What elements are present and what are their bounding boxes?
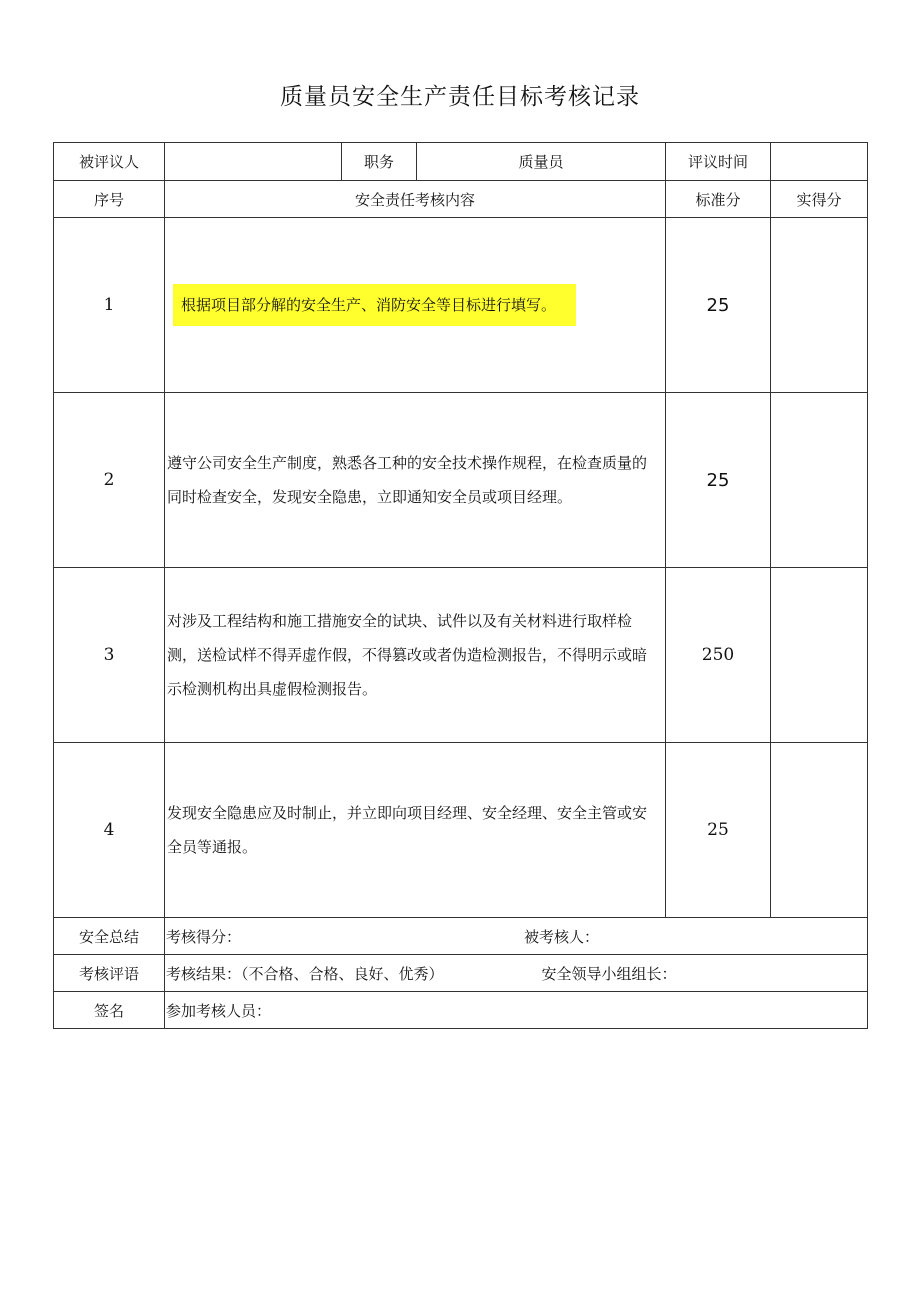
row-actual-score[interactable] [771,218,868,393]
participants-label: 参加考核人员： [166,1001,272,1020]
position-label: 职务 [342,143,417,181]
comment-cell[interactable] [165,955,868,992]
column-header-row [54,181,868,218]
table-row [54,743,868,918]
comment-label: 考核评语 [54,955,165,992]
col-standard-header: 标准分 [666,181,771,218]
row-seq: 3 [54,568,165,743]
evaluatee-field[interactable] [165,143,342,181]
row-seq: 1 [54,218,165,393]
leader-label: 安全领导小组组长： [541,964,677,983]
table-row [54,218,868,393]
participants-cell[interactable] [165,992,868,1029]
col-seq-header: 序号 [54,181,165,218]
eval-time-label: 评议时间 [666,143,771,181]
result-label: 考核结果：（不合格、合格、良好、优秀） [166,964,444,983]
header-row [54,143,868,181]
evaluatee-label: 被评议人 [54,143,165,181]
row-standard-score: 25 [666,218,771,393]
row-actual-score[interactable] [771,393,868,568]
row-content: 发现安全隐患应及时制止，并立即向项目经理、安全经理、安全主管或安全员等通报。 [165,743,666,918]
highlighted-text: 根据项目部分解的安全生产、消防安全等目标进行填写。 [173,284,576,326]
row-content [165,218,666,393]
row-content: 对涉及工程结构和施工措施安全的试块、试件以及有关材料进行取样检测，送检试样不得弄虚作假，不得篡改或者伪造检测报告，不得明示或暗示检测机构出具虚假检测报告。 [165,568,666,743]
row-standard-score: 25 [666,743,771,918]
table-row [54,568,868,743]
summary-cell[interactable] [165,918,868,955]
score-label: 考核得分： [166,927,242,946]
sign-row [54,992,868,1029]
assessment-table [53,142,868,1029]
examinee-label: 被考核人： [524,927,600,946]
eval-time-field[interactable] [771,143,868,181]
row-content: 遵守公司安全生产制度，熟悉各工种的安全技术操作规程，在检查质量的同时检查安全，发现安全隐患，立即通知安全员或项目经理。 [165,393,666,568]
sign-label: 签名 [54,992,165,1029]
col-content-header: 安全责任考核内容 [165,181,666,218]
row-seq: 4 [54,743,165,918]
row-actual-score[interactable] [771,568,868,743]
summary-row [54,918,868,955]
summary-label: 安全总结 [54,918,165,955]
page-title: 质量员安全生产责任目标考核记录 [280,84,640,110]
col-actual-header: 实得分 [771,181,868,218]
row-standard-score: 250 [666,568,771,743]
table-row [54,393,868,568]
position-value: 质量员 [417,143,666,181]
row-standard-score: 25 [666,393,771,568]
row-seq: 2 [54,393,165,568]
comment-row [54,955,868,992]
row-actual-score[interactable] [771,743,868,918]
